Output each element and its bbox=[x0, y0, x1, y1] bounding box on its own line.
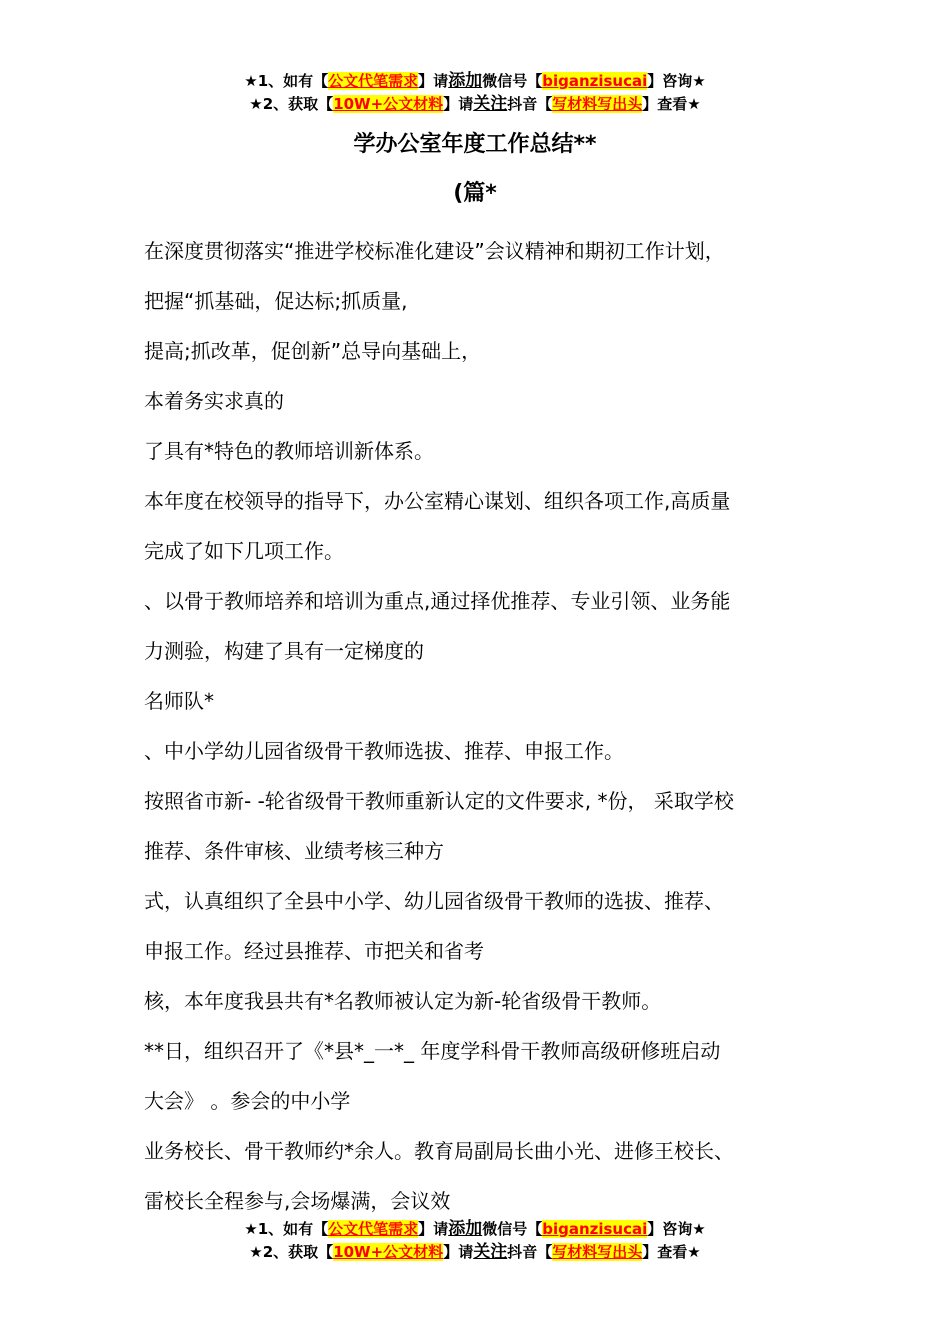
document-body bbox=[144, 226, 844, 1226]
promo-underlined: 添加 bbox=[448, 1219, 483, 1239]
document-title: 学办公室年度工作总结** bbox=[353, 132, 597, 157]
promo-highlight: 10W+公文材料 bbox=[333, 1243, 444, 1261]
promo-highlight: 10W+公文材料 bbox=[333, 95, 444, 113]
body-line: 力测验，构建了具有一定梯度的 bbox=[144, 639, 424, 663]
promo-highlight: biganzisucai bbox=[542, 72, 648, 90]
promo-underlined: 关注 bbox=[473, 1242, 508, 1262]
promo-highlight: 公文代笔需求 bbox=[328, 72, 419, 90]
body-line: 提高;抓改革，促创新”总导向基础上， bbox=[144, 339, 482, 363]
promo-highlight: biganzisucai bbox=[542, 1220, 648, 1238]
document-subtitle: (篇* bbox=[453, 181, 497, 206]
body-line: 式，认真组织了全县中小学、幼儿园省级骨干教师的选拔、推荐、 bbox=[144, 889, 724, 913]
header-promo-banner bbox=[0, 70, 950, 116]
body-line: 业务校长、骨干教师约*余人。教育局副局长曲小光、进修王校长、 bbox=[144, 1139, 734, 1163]
promo-text: 】查看★ bbox=[642, 1243, 701, 1261]
promo-text: 】咨询★ bbox=[647, 72, 706, 90]
promo-text: ★1、如有【 bbox=[244, 72, 329, 90]
body-line: 把握“抓基础，促达标;抓质量, bbox=[144, 289, 408, 313]
promo-text: 】请 bbox=[443, 95, 474, 113]
footer-promo-banner bbox=[0, 1218, 950, 1264]
body-line: 申报工作。经过县推荐、市把关和省考 bbox=[144, 939, 484, 963]
body-line: 、以骨于教师培养和培训为重点,通过择优推荐、专业引领、业务能 bbox=[144, 589, 731, 613]
body-line: 雷校长全程参与,会场爆满，会议效 bbox=[144, 1189, 451, 1213]
promo-text: 】查看★ bbox=[642, 95, 701, 113]
body-line: 在深度贯彻落实“推进学校标准化建设”会议精神和期初工作计划， bbox=[144, 239, 725, 263]
promo-highlight: 写材料写出头 bbox=[552, 1243, 643, 1261]
promo-text: 】请 bbox=[443, 1243, 474, 1261]
body-line: **日，组织召开了《*县*_一*_ 年度学科骨干教师高级研修班启动 bbox=[144, 1039, 721, 1063]
promo-text: ★1、如有【 bbox=[244, 1220, 329, 1238]
promo-text: 微信号【 bbox=[482, 1220, 543, 1238]
body-line: 本着务实求真的 bbox=[144, 389, 284, 413]
promo-line-1 bbox=[0, 1218, 950, 1241]
promo-underlined: 关注 bbox=[473, 94, 508, 114]
body-line: 本年度在校领导的指导下，办公室精心谋划、组织各项工作,高质量 bbox=[144, 489, 731, 513]
promo-line-1 bbox=[0, 70, 950, 93]
promo-underlined: 添加 bbox=[448, 71, 483, 91]
body-line: 、中小学幼儿园省级骨干教师选拔、推荐、申报工作。 bbox=[144, 739, 624, 763]
body-line: 推荐、条件审核、业绩考核三种方 bbox=[144, 839, 444, 863]
promo-line-2 bbox=[0, 93, 950, 116]
promo-text: 】请 bbox=[418, 1220, 449, 1238]
promo-highlight: 公文代笔需求 bbox=[328, 1220, 419, 1238]
body-line: 名师队* bbox=[144, 689, 214, 713]
promo-text: 】请 bbox=[418, 72, 449, 90]
body-line: 按照省市新- -轮省级骨干教师重新认定的文件要求, *份， 采取学校 bbox=[144, 789, 734, 813]
promo-text: 】咨询★ bbox=[647, 1220, 706, 1238]
promo-text: 抖音【 bbox=[507, 95, 553, 113]
body-line: 核，本年度我县共有*名教师被认定为新-轮省级骨干教师。 bbox=[144, 989, 662, 1013]
promo-text: 抖音【 bbox=[507, 1243, 553, 1261]
promo-line-2 bbox=[0, 1241, 950, 1264]
promo-text: 微信号【 bbox=[482, 72, 543, 90]
body-line: 大会》 。参会的中小学 bbox=[144, 1089, 351, 1113]
promo-text: ★2、获取【 bbox=[249, 1243, 334, 1261]
body-line: 完成了如下几项工作。 bbox=[144, 539, 344, 563]
promo-highlight: 写材料写出头 bbox=[552, 95, 643, 113]
promo-text: ★2、获取【 bbox=[249, 95, 334, 113]
body-line: 了具有*特色的教师培训新体系。 bbox=[144, 439, 434, 463]
